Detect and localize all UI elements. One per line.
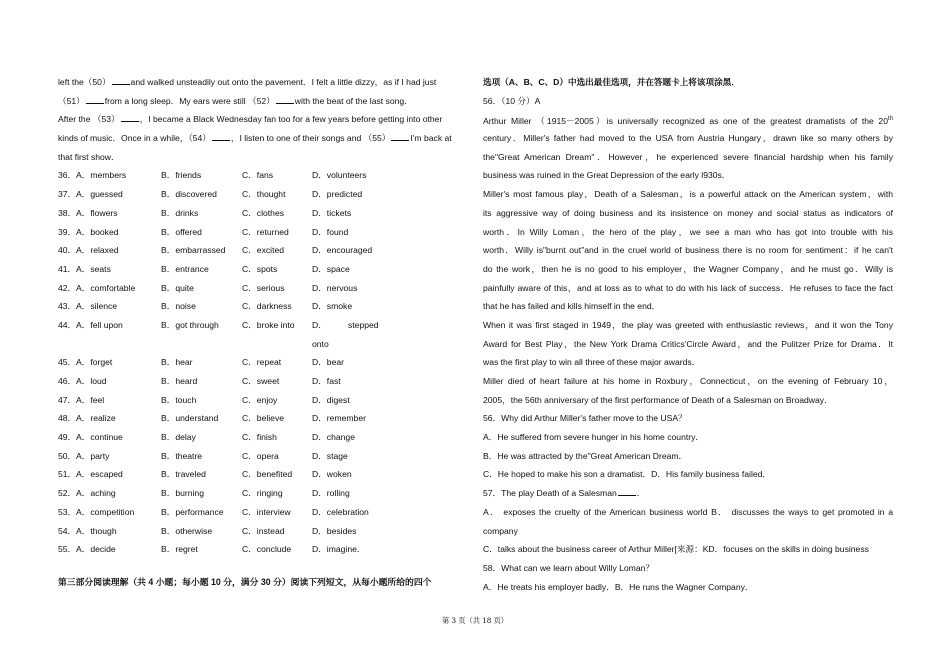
option-a: A．loud bbox=[76, 376, 107, 386]
text: Arthur Miller （1915－2005）is universally recognized as one of the greatest dramatists of the 20 bbox=[483, 116, 888, 127]
text: ． bbox=[636, 488, 646, 499]
question-options-41 bbox=[58, 260, 466, 279]
answer-blank bbox=[391, 131, 409, 141]
option-d: D．besides bbox=[312, 525, 357, 536]
passage-line bbox=[58, 110, 466, 129]
option-b: B．understand bbox=[161, 413, 219, 424]
option-a: A．members bbox=[76, 170, 127, 181]
option-b: B．entrance bbox=[161, 263, 209, 274]
option-a: A．party bbox=[76, 450, 110, 461]
option-d: D．stage bbox=[312, 450, 348, 461]
paragraph-line: worth．In Willy Loman，the hero of the play，we see a man who has got into trouble with his bbox=[483, 226, 893, 237]
option-c: C．benefited bbox=[242, 469, 293, 480]
paragraph-line: century．Miller's father had moved to the USA from Austria Hungary，drawn like so many others by bbox=[483, 133, 893, 144]
question-number: 47． bbox=[58, 394, 77, 405]
option-a: A．feel bbox=[76, 394, 105, 405]
option-a: A．decide bbox=[76, 544, 116, 555]
paragraph-line: painfully aware of this，and at loss as to what to do with his lack of success．He refuses to face the fact bbox=[483, 282, 893, 293]
text: and walked unsteadily out onto the pavement．I felt a little dizzy，as if I had just bbox=[130, 77, 437, 87]
option-b: B．performance bbox=[161, 506, 224, 517]
question-number: 37． bbox=[58, 189, 77, 200]
text: ，I listen to one of their songs and （55） bbox=[230, 133, 391, 144]
question-number: 49． bbox=[58, 432, 77, 443]
option-d: D．volunteers bbox=[312, 170, 367, 181]
page-footer: 第 3 页（共 18 页） bbox=[442, 616, 508, 625]
option-a: A．realize bbox=[76, 413, 116, 424]
option-a: A．seats bbox=[76, 263, 111, 274]
superscript: th bbox=[887, 116, 893, 123]
right-column bbox=[483, 73, 893, 596]
paragraph-line: worth．Willy is"burnt out"and in the cruel world of business there is no room for sentiment：if he can't bbox=[483, 245, 893, 256]
question-number: 55． bbox=[58, 544, 77, 555]
option-d: D． bbox=[312, 319, 327, 330]
question-number: 51． bbox=[58, 469, 77, 480]
question-options-53 bbox=[58, 503, 466, 522]
text: kinds of music．Once in a while，（54） bbox=[58, 133, 211, 144]
option-b: B．friends bbox=[161, 170, 202, 181]
question-number: 45． bbox=[58, 357, 77, 368]
text: I'm back at bbox=[410, 133, 452, 144]
option-b: B．burning bbox=[161, 488, 204, 499]
answer-blank bbox=[212, 131, 230, 141]
option-c: C．repeat bbox=[242, 357, 282, 368]
option-a: A．guessed bbox=[76, 189, 123, 200]
question-options-47 bbox=[58, 391, 466, 410]
option-c: C．finish bbox=[242, 432, 277, 443]
answer-line: 56．（10 分）A bbox=[483, 95, 541, 106]
paragraph-1 bbox=[483, 110, 893, 185]
option-b: B．traveled bbox=[161, 469, 206, 480]
option-d: D．encouraged bbox=[312, 245, 373, 256]
option-b: B．touch bbox=[161, 394, 197, 405]
paragraph-line: business was ruined in the Great Depression of the early l930s． bbox=[483, 170, 731, 181]
option-continuation bbox=[58, 335, 466, 354]
question-options-50 bbox=[58, 447, 466, 466]
paragraph-line bbox=[483, 110, 893, 129]
question-number: 36． bbox=[58, 170, 77, 181]
option-d: D．tickets bbox=[312, 207, 352, 218]
option-c: C．interview bbox=[242, 506, 291, 517]
option-c: C．serious bbox=[242, 282, 285, 293]
option-b: B．discovered bbox=[161, 189, 217, 200]
option-a: A．booked bbox=[76, 226, 119, 237]
option-b: B．theatre bbox=[161, 450, 203, 461]
paragraph-line: Miller died of heart failure at his home in Roxbury，Connecticut，on the evening of February 10， bbox=[483, 376, 893, 386]
answer-blank bbox=[112, 75, 130, 85]
option-a: A．continue bbox=[76, 432, 123, 443]
paragraph-line: its aggressive way of doing business and its insistence on money and social status as indicators of bbox=[483, 207, 893, 218]
option-c: C．fans bbox=[242, 170, 274, 181]
text: After the （53） bbox=[58, 114, 120, 125]
question-options-42 bbox=[58, 279, 466, 298]
option-a: A．comfortable bbox=[76, 282, 136, 293]
option-b: B．heard bbox=[161, 376, 198, 386]
passage-line: that first show． bbox=[58, 151, 120, 162]
option-c: C．conclude bbox=[242, 544, 292, 555]
paragraph-line: When it was first staged in 1949，the play was greeted with enthusiastic reviews，and it won the Tony bbox=[483, 319, 893, 330]
question-options-55 bbox=[58, 540, 466, 559]
paragraph-line: Award for Best Play，the New York Drama Critics'Circle Award，and the Pulitzer Prize for Drama．It bbox=[483, 338, 893, 349]
option-b: B．noise bbox=[161, 301, 196, 312]
question-57-options-cd: C．talks about the business career of Arthur Miller[来源：KD．focuses on the skills in doing business bbox=[483, 544, 869, 555]
question-number: 46． bbox=[58, 376, 77, 386]
option-d: D．fast bbox=[312, 376, 341, 386]
option-b: B．drinks bbox=[161, 207, 199, 218]
option-d: D．found bbox=[312, 226, 349, 237]
question-number: 38． bbox=[58, 207, 77, 218]
option-d: D．predicted bbox=[312, 189, 363, 200]
section-heading: 第三部分阅读理解（共 4 小题；每小题 10 分，满分 30 分）阅读下列短文，从每小题所给的四个 bbox=[58, 577, 432, 587]
option-d: D．bear bbox=[312, 357, 345, 368]
question-number: 50． bbox=[58, 450, 77, 461]
option-d: D．change bbox=[312, 432, 355, 443]
option-b: B．embarrassed bbox=[161, 245, 226, 256]
option-a: A．forget bbox=[76, 357, 113, 368]
option-c: C．sweet bbox=[242, 376, 280, 386]
question-56-option-a: A．He suffered from severe hunger in his home country． bbox=[483, 432, 704, 443]
question-number: 43． bbox=[58, 301, 77, 312]
options-list-1 bbox=[58, 166, 466, 353]
option-a: A．fell upon bbox=[76, 319, 123, 330]
question-number: 40． bbox=[58, 245, 77, 256]
question-options-49 bbox=[58, 428, 466, 447]
paragraph-line: do the work，then he is no good to his employer，the Wagner Company，and he must go．Willy is bbox=[483, 263, 893, 274]
question-options-52 bbox=[58, 484, 466, 503]
text: with the beat of the last song． bbox=[294, 95, 413, 106]
paragraph-line: was the first play to win all three of these major awards． bbox=[483, 357, 701, 368]
question-57 bbox=[483, 484, 893, 503]
option-c: C．clothes bbox=[242, 207, 285, 218]
option-b: B．hear bbox=[161, 357, 193, 368]
option-d-continuation: onto bbox=[312, 338, 329, 349]
options-list-2 bbox=[58, 353, 466, 559]
question-options-48 bbox=[58, 409, 466, 428]
question-options-44 bbox=[58, 316, 466, 335]
option-c: C．ringing bbox=[242, 488, 283, 499]
option-d: D．rolling bbox=[312, 488, 350, 499]
option-b: B．regret bbox=[161, 544, 198, 555]
option-a: A．silence bbox=[76, 301, 118, 312]
option-b: B．got through bbox=[161, 319, 219, 330]
paragraph-2 bbox=[483, 185, 893, 316]
question-options-43 bbox=[58, 297, 466, 316]
option-c: C．thought bbox=[242, 189, 286, 200]
option-c: C．believe bbox=[242, 413, 285, 424]
text: （51） bbox=[58, 95, 85, 106]
section-heading-continued: 选项（A、B、C、D）中选出最佳选项，并在答题卡上将该项涂黑． bbox=[483, 77, 740, 87]
question-options-45 bbox=[58, 353, 466, 372]
paragraph-line: that he has failed and kills himself in the end． bbox=[483, 301, 661, 312]
option-a: A．though bbox=[76, 525, 117, 536]
question-number: 48． bbox=[58, 413, 77, 424]
question-number: 42． bbox=[58, 282, 77, 293]
option-d: D．space bbox=[312, 263, 350, 274]
passage-line bbox=[58, 129, 466, 148]
question-58-options-ab: A．He treats his employer badly．B．He runs the Wagner Company． bbox=[483, 581, 754, 592]
passage-line bbox=[58, 92, 466, 111]
option-c: C．broke into bbox=[242, 319, 295, 330]
option-a: A．relaxed bbox=[76, 245, 119, 256]
option-c: C．instead bbox=[242, 525, 285, 536]
question-options-36 bbox=[58, 166, 466, 185]
option-a: A．flowers bbox=[76, 207, 118, 218]
answer-blank bbox=[618, 486, 636, 496]
option-c: C．opera bbox=[242, 450, 279, 461]
question-options-51 bbox=[58, 465, 466, 484]
option-d: D．digest bbox=[312, 394, 350, 405]
question-number: 44． bbox=[58, 319, 77, 330]
option-a: A．escaped bbox=[76, 469, 123, 480]
question-57-options-ab: A． exposes the cruelty of the American business world B． discusses the ways to get promoted in a bbox=[483, 506, 893, 517]
question-options-46 bbox=[58, 372, 466, 391]
question-57-options-ab-continued: company bbox=[483, 525, 518, 536]
option-d: D．celebration bbox=[312, 506, 369, 517]
option-d: D．imagine． bbox=[312, 544, 366, 555]
text: from a long sleep．My ears were still （52） bbox=[104, 95, 275, 106]
option-d: D．smoke bbox=[312, 301, 353, 312]
paragraph-line: 2005，the 56th anniversary of the first performance of Death of a Salesman on Broadway． bbox=[483, 394, 833, 405]
option-d: D．nervous bbox=[312, 282, 358, 293]
option-c: C．spots bbox=[242, 263, 278, 274]
question-options-38 bbox=[58, 204, 466, 223]
option-b: B．offered bbox=[161, 226, 202, 237]
question-56-options-cd: C．He hoped to make his son a dramatist．D．His family business failed． bbox=[483, 469, 772, 480]
option-d: D．remember bbox=[312, 413, 366, 424]
option-b: B．delay bbox=[161, 432, 196, 443]
answer-blank bbox=[276, 94, 294, 104]
option-d-text: stepped bbox=[348, 319, 379, 330]
left-column bbox=[58, 73, 466, 559]
option-c: C．returned bbox=[242, 226, 289, 237]
option-c: C．enjoy bbox=[242, 394, 278, 405]
option-b: B．quite bbox=[161, 282, 194, 293]
text: ，I became a Black Wednesday fan too for a few years before getting into other bbox=[139, 114, 443, 125]
paragraph-4 bbox=[483, 372, 893, 409]
question-number: 54． bbox=[58, 525, 77, 536]
question-options-40 bbox=[58, 241, 466, 260]
option-d: D．woken bbox=[312, 469, 352, 480]
paragraph-line: the"Great American Dream"．However，he experienced severe financial hardship when his family bbox=[483, 151, 893, 162]
question-number: 52． bbox=[58, 488, 77, 499]
question-options-39 bbox=[58, 223, 466, 242]
question-number: 41． bbox=[58, 263, 77, 274]
question-number: 39． bbox=[58, 226, 77, 237]
text: left the（50） bbox=[58, 77, 111, 87]
paragraph-3 bbox=[483, 316, 893, 372]
question-56-option-b: B．He was attracted by the"Great American Dream． bbox=[483, 450, 688, 461]
passage-line bbox=[58, 73, 466, 92]
option-a: A．competition bbox=[76, 506, 135, 517]
question-number: 53． bbox=[58, 506, 77, 517]
question-58: 58．What can we learn about Willy Loman？ bbox=[483, 562, 654, 573]
question-56: 56．Why did Arthur Miller's father move to the USA？ bbox=[483, 413, 687, 424]
text: 57．The play Death of a Salesman bbox=[483, 488, 617, 499]
question-options-54 bbox=[58, 522, 466, 541]
option-b: B．otherwise bbox=[161, 525, 213, 536]
question-options-37 bbox=[58, 185, 466, 204]
answer-blank bbox=[121, 112, 139, 122]
option-a: A．aching bbox=[76, 488, 116, 499]
option-c: C．excited bbox=[242, 245, 285, 256]
answer-blank bbox=[86, 94, 104, 104]
option-c: C．darkness bbox=[242, 301, 292, 312]
paragraph-line: Miller's most famous play，Death of a Salesman，is a powerful attack on the American system，with bbox=[483, 189, 893, 200]
